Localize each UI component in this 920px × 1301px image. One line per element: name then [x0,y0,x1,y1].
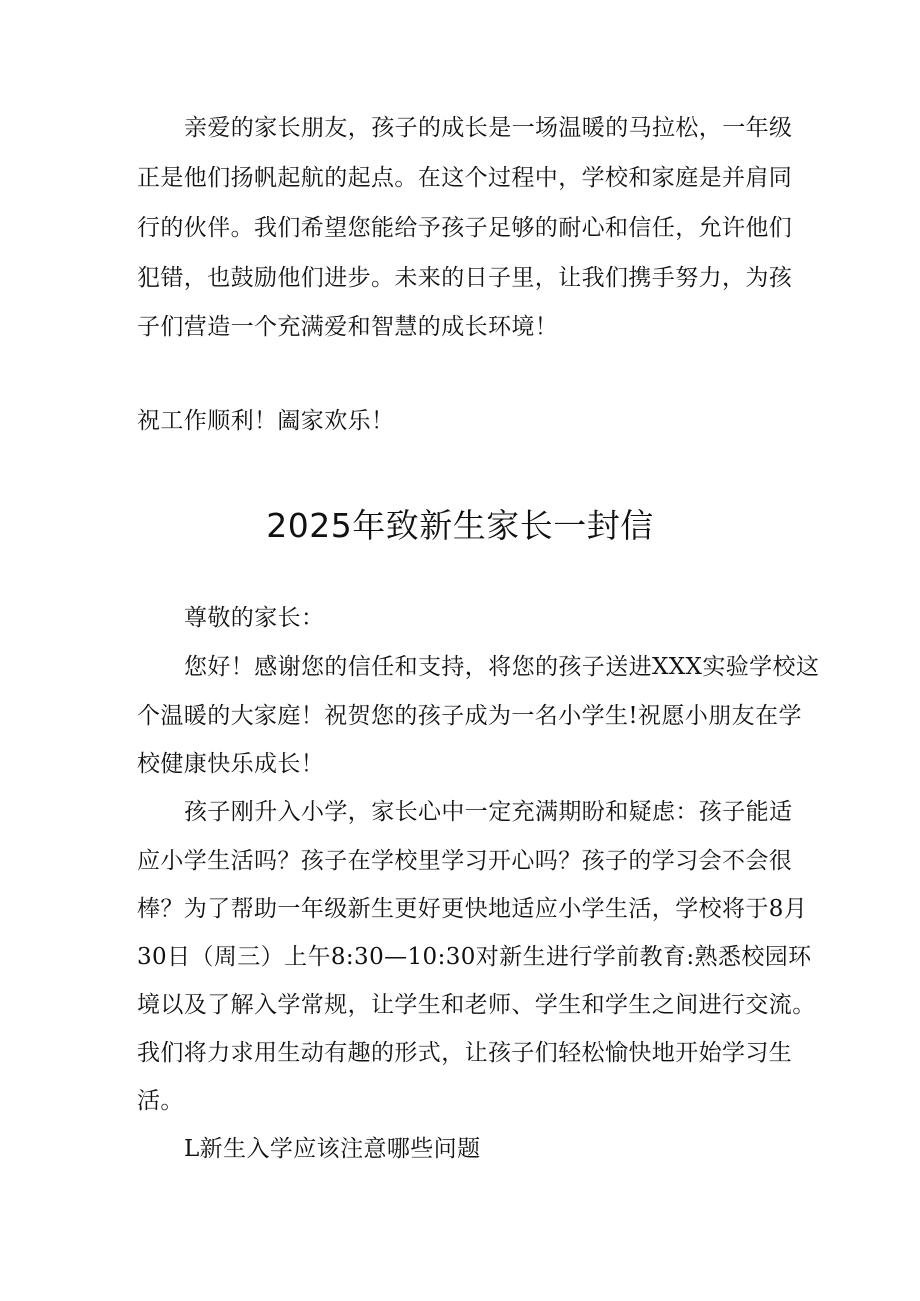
closing-wish: 祝工作顺利！阖家欢乐！ [137,408,395,434]
paragraph-line: 我们将力求用生动有趣的形式，让孩子们轻松愉快地开始学习生 [137,1040,793,1066]
paragraph-line: 境以及了解入学常规，让学生和老师、学生和学生之间进行交流。 [137,992,816,1018]
paragraph-line: 个温暖的大家庭！祝贺您的孩子成为一名小学生!祝愿小朋友在学 [137,703,802,729]
paragraph-line: 应小学生活吗？孩子在学校里学习开心吗？孩子的学习会不会很 [137,848,793,874]
closing-paragraph-line: 行的伙伴。我们希望您能给予孩子足够的耐心和信任，允许他们 [137,215,793,241]
paragraph-line: 30日（周三）上午8:30—10:30对新生进行学前教育:熟悉校园环 [137,944,812,970]
paragraph-line: 孩子刚升入小学，家长心中一定充满期盼和疑虑：孩子能适 [184,799,793,825]
closing-paragraph-line: 正是他们扬帆起航的起点。在这个过程中，学校和家庭是并肩同 [137,165,793,191]
paragraph-line: 校健康快乐成长！ [137,751,325,777]
section-heading: L新生入学应该注意哪些问题 [184,1136,481,1162]
paragraph-line: 您好！感谢您的信任和支持，将您的孩子送进XXX实验学校这 [184,654,820,680]
letter-title: 2025年致新生家长一封信 [266,506,654,545]
closing-paragraph-line: 犯错，也鼓励他们进步。未来的日子里，让我们携手努力，为孩 [137,265,793,291]
closing-paragraph-line: 亲爱的家长朋友，孩子的成长是一场温暖的马拉松，一年级 [184,115,793,141]
paragraph-line: 棒？为了帮助一年级新生更好更快地适应小学生活，学校将于8月 [137,896,808,922]
salutation: 尊敬的家长： [184,605,325,631]
closing-paragraph-line: 子们营造一个充满爱和智慧的成长环境！ [137,314,559,340]
paragraph-line: 活。 [137,1088,184,1114]
